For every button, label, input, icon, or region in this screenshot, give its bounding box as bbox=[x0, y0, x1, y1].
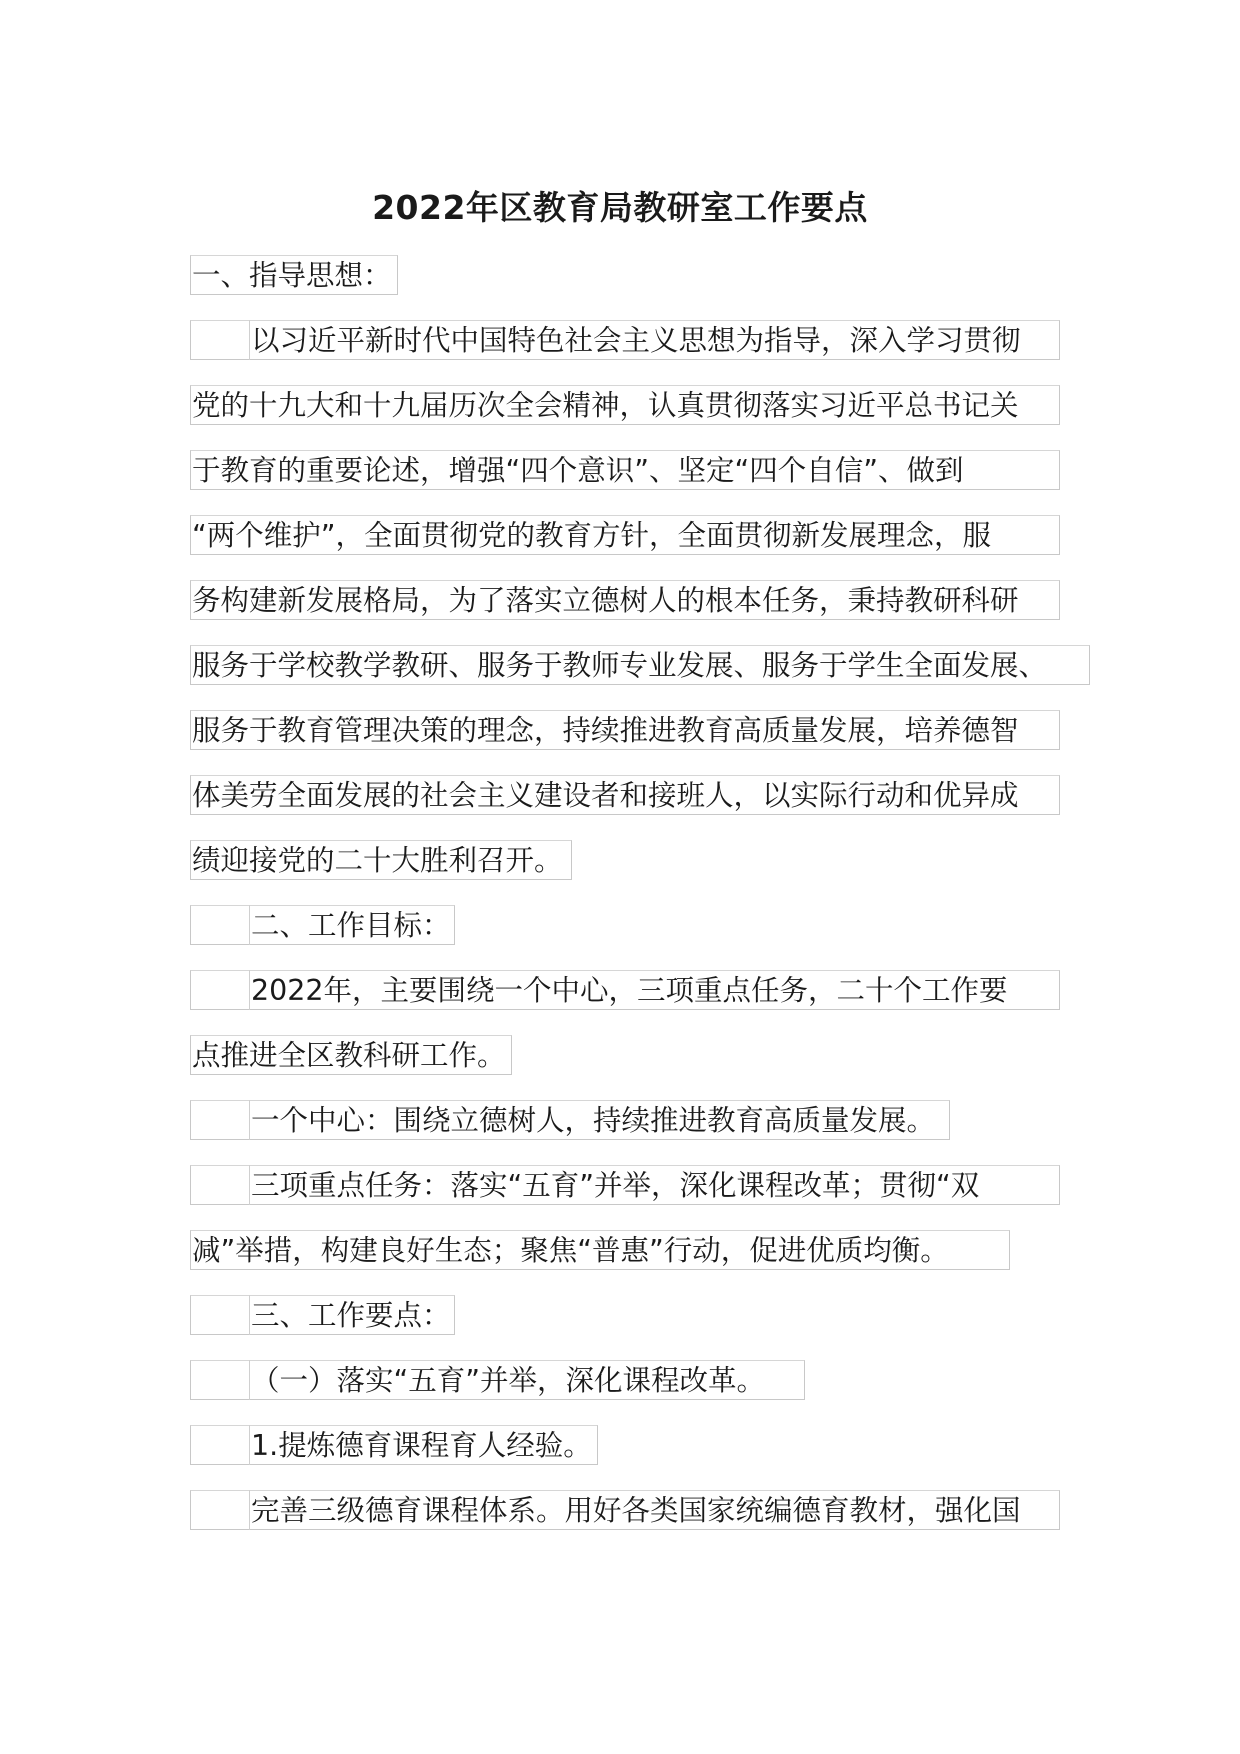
line-text: 减”举措，构建良好生态；聚焦“普惠”行动，促进优质均衡。 bbox=[192, 1234, 949, 1267]
line-text: 1.提炼德育课程育人经验。 bbox=[251, 1429, 592, 1462]
line-text: 以习近平新时代中国特色社会主义思想为指导，深入学习贯彻 bbox=[251, 324, 1021, 357]
paragraph-line bbox=[190, 1035, 512, 1075]
paragraph-line bbox=[190, 320, 1060, 360]
line-text: （一）落实“五育”并举，深化课程改革。 bbox=[251, 1364, 766, 1397]
paragraph-line bbox=[190, 385, 1060, 425]
paragraph-line bbox=[190, 580, 1060, 620]
indent-box bbox=[191, 1295, 250, 1335]
line-text: 点推进全区教科研工作。 bbox=[192, 1039, 506, 1072]
line-text: 一、指导思想： bbox=[192, 259, 392, 292]
line-text: 三、工作要点： bbox=[251, 1299, 451, 1332]
indent-box bbox=[191, 1100, 250, 1140]
paragraph-line bbox=[190, 1100, 950, 1140]
section-heading bbox=[190, 255, 398, 295]
indent-box bbox=[191, 1360, 250, 1400]
paragraph-line bbox=[190, 1165, 1060, 1205]
line-text: 完善三级德育课程体系。用好各类国家统编德育教材，强化国 bbox=[251, 1494, 1021, 1527]
line-text: 于教育的重要论述，增强“四个意识”、坚定“四个自信”、做到 bbox=[192, 454, 964, 487]
line-text: 务构建新发展格局，为了落实立德树人的根本任务，秉持教研科研 bbox=[192, 584, 1019, 617]
paragraph-line bbox=[190, 1230, 1010, 1270]
paragraph-line bbox=[190, 645, 1090, 685]
indent-box bbox=[191, 1165, 250, 1205]
document-title: 2022年区教育局教研室工作要点 bbox=[372, 188, 868, 227]
indent-box bbox=[191, 1425, 250, 1465]
line-text: 体美劳全面发展的社会主义建设者和接班人，以实际行动和优异成 bbox=[192, 779, 1019, 812]
paragraph-line bbox=[190, 515, 1060, 555]
line-text: 党的十九大和十九届历次全会精神，认真贯彻落实习近平总书记关 bbox=[192, 389, 1019, 422]
indent-box bbox=[191, 320, 250, 360]
paragraph-line bbox=[190, 710, 1060, 750]
line-text: 服务于学校教学教研、服务于教师专业发展、服务于学生全面发展、 bbox=[192, 649, 1048, 682]
section-heading bbox=[190, 1295, 455, 1335]
indent-box bbox=[191, 905, 250, 945]
line-text: 二、工作目标： bbox=[251, 909, 451, 942]
item-heading bbox=[190, 1425, 598, 1465]
line-text: 绩迎接党的二十大胜利召开。 bbox=[192, 844, 563, 877]
paragraph-line bbox=[190, 840, 572, 880]
paragraph-line bbox=[190, 775, 1060, 815]
line-text: 2022年，主要围绕一个中心，三项重点任务，二十个工作要 bbox=[251, 974, 1008, 1007]
line-text: 三项重点任务：落实“五育”并举，深化课程改革；贯彻“双 bbox=[251, 1169, 980, 1202]
subsection-heading bbox=[190, 1360, 805, 1400]
paragraph-line bbox=[190, 450, 1060, 490]
line-text: “两个维护”，全面贯彻党的教育方针，全面贯彻新发展理念，服 bbox=[192, 519, 992, 552]
section-heading bbox=[190, 905, 455, 945]
indent-box bbox=[191, 970, 250, 1010]
indent-box bbox=[191, 1490, 250, 1530]
line-text: 一个中心：围绕立德树人，持续推进教育高质量发展。 bbox=[251, 1104, 936, 1137]
line-text: 服务于教育管理决策的理念，持续推进教育高质量发展，培养德智 bbox=[192, 714, 1019, 747]
paragraph-line bbox=[190, 1490, 1060, 1530]
paragraph-line bbox=[190, 970, 1060, 1010]
